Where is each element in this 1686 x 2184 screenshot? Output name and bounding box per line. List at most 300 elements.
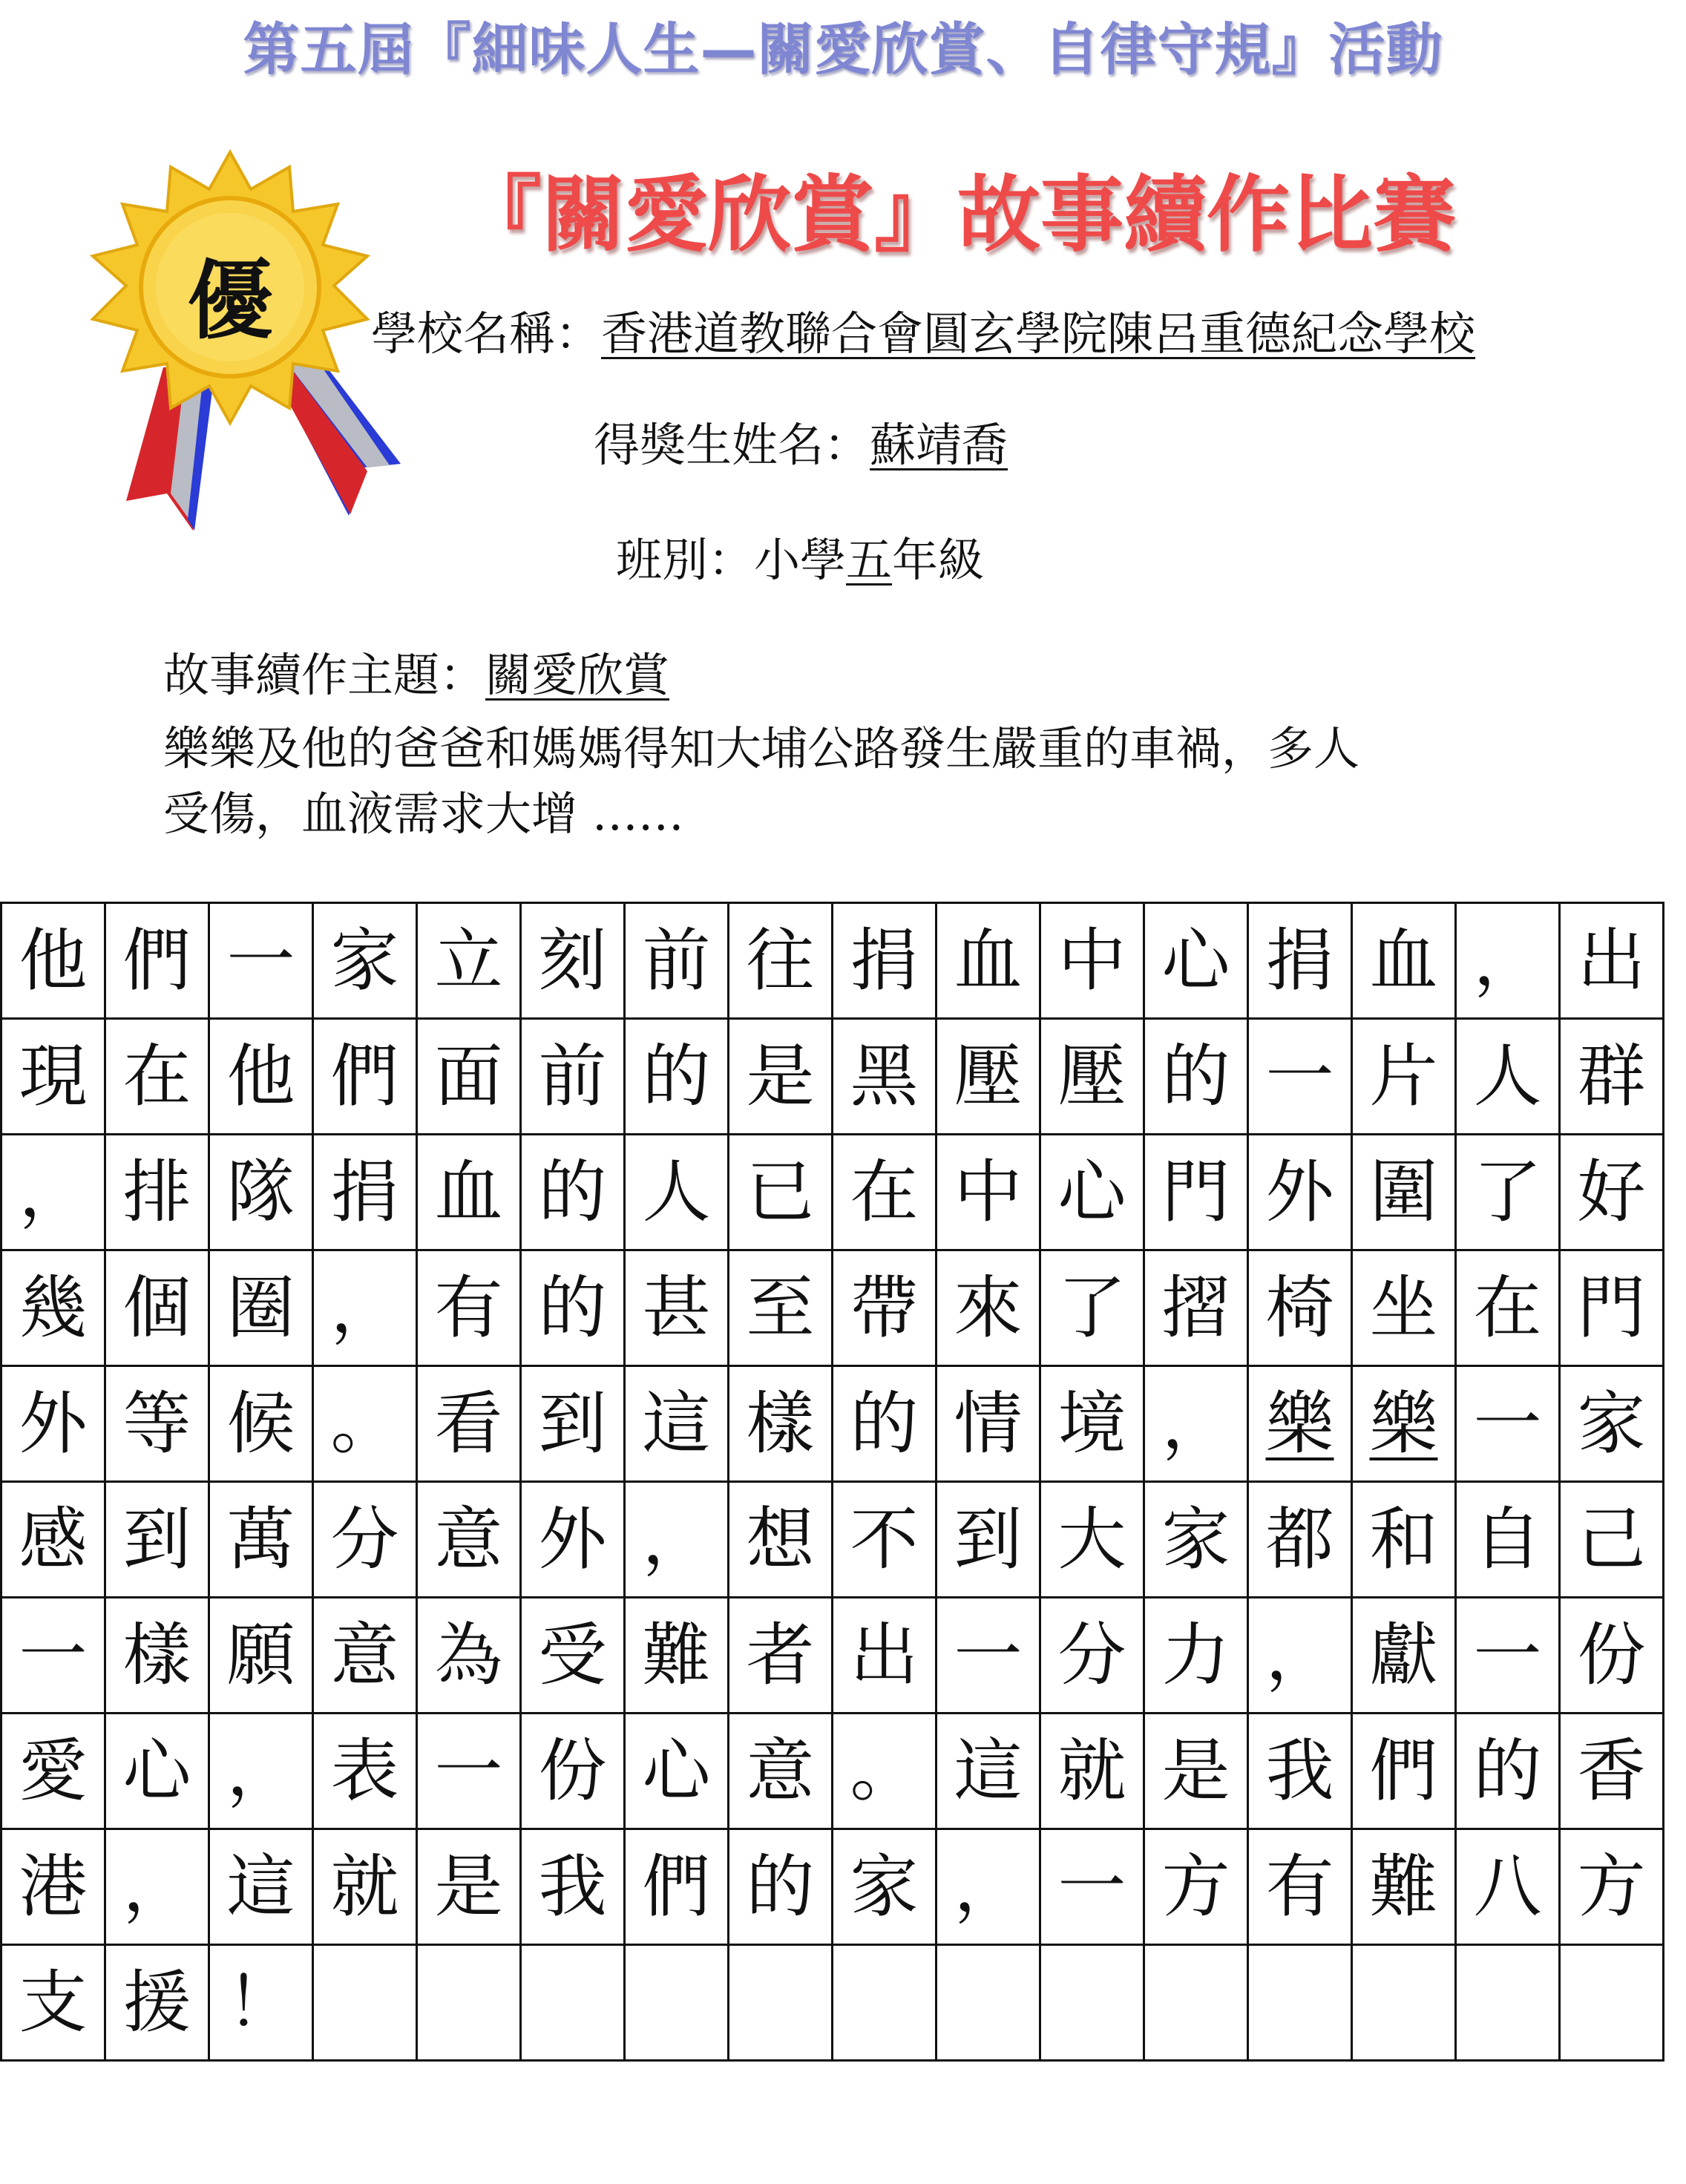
theme-value: 關愛欣賞 bbox=[485, 648, 670, 702]
grid-char: 捐 bbox=[330, 1152, 399, 1232]
school-line bbox=[371, 297, 1475, 363]
grid-cell bbox=[1, 1598, 105, 1714]
grid-cell bbox=[833, 1135, 937, 1250]
grid-cell bbox=[521, 903, 625, 1019]
student-label: 得獎生姓名： bbox=[594, 418, 870, 472]
grid-char: 圈 bbox=[226, 1268, 295, 1348]
grid-cell bbox=[105, 1598, 209, 1714]
grid-cell bbox=[209, 1482, 313, 1598]
grid-cell bbox=[1144, 1945, 1248, 2061]
grid-cell bbox=[1144, 903, 1248, 1019]
grid-char: 是 bbox=[434, 1846, 503, 1926]
grid-char: 幾 bbox=[19, 1268, 88, 1348]
grid-char: 份 bbox=[538, 1731, 607, 1811]
grid-cell bbox=[625, 1250, 729, 1366]
grid-char: 往 bbox=[746, 920, 815, 1000]
grid-cell bbox=[1248, 1019, 1352, 1135]
grid-cell bbox=[833, 903, 937, 1019]
grid-cell bbox=[1456, 1714, 1560, 1829]
grid-cell bbox=[1144, 1482, 1248, 1598]
grid-cell bbox=[417, 903, 521, 1019]
grid-cell bbox=[521, 1366, 625, 1482]
grid-cell bbox=[1, 1714, 105, 1829]
grid-cell bbox=[1456, 1598, 1560, 1714]
grid-cell bbox=[1040, 1598, 1144, 1714]
grid-char: 一 bbox=[954, 1615, 1023, 1695]
grid-cell bbox=[521, 1714, 625, 1829]
grid-char: 看 bbox=[434, 1383, 503, 1463]
grid-char: 帶 bbox=[850, 1268, 919, 1348]
grid-cell bbox=[521, 1482, 625, 1598]
grid-cell bbox=[1, 1250, 105, 1366]
grid-cell bbox=[1, 1135, 105, 1250]
grid-char: 血 bbox=[1369, 920, 1438, 1000]
grid-cell bbox=[313, 1135, 417, 1250]
grid-cell bbox=[417, 1366, 521, 1482]
grid-char: 他 bbox=[226, 1036, 295, 1116]
grid-char: 壓 bbox=[1057, 1036, 1126, 1116]
grid-row bbox=[1, 1482, 1664, 1598]
grid-cell bbox=[209, 903, 313, 1019]
grid-char: 家 bbox=[850, 1846, 919, 1926]
grid-char: 萬 bbox=[226, 1499, 295, 1579]
grid-cell bbox=[729, 1598, 833, 1714]
grid-cell bbox=[833, 1598, 937, 1714]
grid-char: 人 bbox=[1473, 1036, 1542, 1116]
grid-char: 者 bbox=[746, 1615, 815, 1695]
grid-cell bbox=[209, 1598, 313, 1714]
grid-char: 大 bbox=[1057, 1499, 1126, 1579]
grid-cell bbox=[313, 1482, 417, 1598]
grid-char: 一 bbox=[226, 920, 295, 1000]
grid-cell bbox=[1560, 1250, 1664, 1366]
grid-cell bbox=[1040, 1714, 1144, 1829]
grid-cell bbox=[1456, 1482, 1560, 1598]
grid-char: 在 bbox=[850, 1152, 919, 1232]
grid-char: 了 bbox=[1473, 1152, 1542, 1232]
grid-char: 這 bbox=[642, 1383, 711, 1463]
grid-cell bbox=[105, 1250, 209, 1366]
grid-char: 捐 bbox=[850, 920, 919, 1000]
grid-char: 們 bbox=[122, 920, 191, 1000]
grid-char: 方 bbox=[1577, 1846, 1646, 1926]
grid-char: 願 bbox=[226, 1615, 295, 1695]
grid-char: 候 bbox=[226, 1383, 295, 1463]
grid-char: 意 bbox=[434, 1499, 503, 1579]
grid-char: 家 bbox=[1577, 1383, 1646, 1463]
grid-char: 分 bbox=[330, 1499, 399, 1579]
grid-cell bbox=[417, 1135, 521, 1250]
grid-cell bbox=[1144, 1019, 1248, 1135]
grid-cell bbox=[625, 1135, 729, 1250]
grid-row bbox=[1, 1135, 1664, 1250]
grid-cell bbox=[1040, 903, 1144, 1019]
grid-cell bbox=[417, 1714, 521, 1829]
grid-char: 就 bbox=[1057, 1731, 1126, 1811]
grid-char: 都 bbox=[1265, 1499, 1334, 1579]
story-intro bbox=[163, 716, 1514, 847]
grid-cell bbox=[937, 1482, 1040, 1598]
grid-cell bbox=[1248, 903, 1352, 1019]
grid-char: 好 bbox=[1577, 1152, 1646, 1232]
grid-char: 難 bbox=[642, 1615, 711, 1695]
grid-char: 樣 bbox=[122, 1615, 191, 1695]
grid-cell bbox=[313, 1366, 417, 1482]
grid-char: 境 bbox=[1057, 1383, 1126, 1463]
grid-cell bbox=[521, 1829, 625, 1945]
grid-cell bbox=[1144, 1366, 1248, 1482]
grid-char: 摺 bbox=[1161, 1268, 1230, 1348]
grid-cell bbox=[937, 1250, 1040, 1366]
grid-char: 的 bbox=[642, 1036, 711, 1116]
grid-cell bbox=[937, 1366, 1040, 1482]
grid-cell bbox=[1456, 1019, 1560, 1135]
class-suffix: 年級 bbox=[892, 533, 985, 587]
grid-char: 受 bbox=[538, 1615, 607, 1695]
grid-cell bbox=[105, 1945, 209, 2061]
grid-char: 樂 bbox=[1265, 1383, 1334, 1463]
grid-cell bbox=[105, 1714, 209, 1829]
grid-cell bbox=[1040, 1829, 1144, 1945]
grid-cell bbox=[209, 1945, 313, 2061]
grid-cell bbox=[1352, 1945, 1456, 2061]
grid-char: 獻 bbox=[1369, 1615, 1438, 1695]
grid-char: 。 bbox=[330, 1383, 399, 1463]
grid-cell bbox=[105, 903, 209, 1019]
grid-cell bbox=[417, 1250, 521, 1366]
grid-char: 和 bbox=[1369, 1499, 1438, 1579]
grid-cell bbox=[1248, 1598, 1352, 1714]
grid-row bbox=[1, 1829, 1664, 1945]
grid-cell bbox=[1040, 1366, 1144, 1482]
grid-cell bbox=[937, 1945, 1040, 2061]
grid-char: 的 bbox=[746, 1846, 815, 1926]
grid-cell bbox=[1144, 1829, 1248, 1945]
grid-cell bbox=[729, 1135, 833, 1250]
grid-cell bbox=[625, 1598, 729, 1714]
grid-char: ， bbox=[954, 1846, 1023, 1926]
grid-cell bbox=[937, 1019, 1040, 1135]
grid-cell bbox=[1144, 1250, 1248, 1366]
grid-cell bbox=[417, 1598, 521, 1714]
grid-row bbox=[1, 1250, 1664, 1366]
grid-cell bbox=[521, 1019, 625, 1135]
grid-cell bbox=[833, 1250, 937, 1366]
grid-char: 方 bbox=[1161, 1846, 1230, 1926]
grid-cell bbox=[625, 903, 729, 1019]
grid-cell bbox=[521, 1598, 625, 1714]
grid-char: 想 bbox=[746, 1499, 815, 1579]
grid-cell bbox=[1040, 1019, 1144, 1135]
grid-char: 立 bbox=[434, 920, 503, 1000]
grid-char: 港 bbox=[19, 1846, 88, 1926]
intro-line-1: 樂樂及他的爸爸和媽媽得知大埔公路發生嚴重的車禍，多人 bbox=[163, 721, 1360, 775]
class-label: 班別： bbox=[616, 533, 755, 587]
grid-cell bbox=[625, 1945, 729, 2061]
grid-cell bbox=[1352, 1598, 1456, 1714]
grid-cell bbox=[625, 1714, 729, 1829]
grid-cell bbox=[937, 1829, 1040, 1945]
grid-char: 意 bbox=[330, 1615, 399, 1695]
grid-char: 群 bbox=[1577, 1036, 1646, 1116]
grid-cell bbox=[209, 1250, 313, 1366]
grid-cell bbox=[729, 1482, 833, 1598]
grid-cell bbox=[937, 1135, 1040, 1250]
grid-char: 中 bbox=[1057, 920, 1126, 1000]
theme-line bbox=[163, 638, 669, 704]
grid-cell bbox=[729, 903, 833, 1019]
grid-char: 一 bbox=[434, 1731, 503, 1811]
grid-char: 的 bbox=[850, 1383, 919, 1463]
grid-cell bbox=[1, 1829, 105, 1945]
grid-cell bbox=[937, 1598, 1040, 1714]
grid-cell bbox=[1456, 1829, 1560, 1945]
class-line bbox=[616, 523, 984, 589]
grid-cell bbox=[417, 1945, 521, 2061]
grid-char: 到 bbox=[538, 1383, 607, 1463]
grid-char: 心 bbox=[642, 1731, 711, 1811]
grid-cell bbox=[625, 1019, 729, 1135]
grid-cell bbox=[1560, 1482, 1664, 1598]
grid-char: 等 bbox=[122, 1383, 191, 1463]
grid-char: ！ bbox=[226, 1962, 295, 2042]
grid-cell bbox=[833, 1714, 937, 1829]
grid-cell bbox=[625, 1829, 729, 1945]
grid-char: 支 bbox=[19, 1962, 88, 2042]
theme-label: 故事續作主題： bbox=[163, 648, 486, 702]
grid-char: 為 bbox=[434, 1615, 503, 1695]
grid-cell bbox=[1352, 1019, 1456, 1135]
grid-char: 到 bbox=[954, 1499, 1023, 1579]
grid-char: 人 bbox=[642, 1152, 711, 1232]
grid-cell bbox=[1456, 1366, 1560, 1482]
grid-char: 出 bbox=[1577, 920, 1646, 1000]
grid-char: 心 bbox=[1161, 920, 1230, 1000]
grid-cell bbox=[1, 1019, 105, 1135]
grid-cell bbox=[1040, 1250, 1144, 1366]
grid-char: 門 bbox=[1577, 1268, 1646, 1348]
grid-char: 一 bbox=[1265, 1036, 1334, 1116]
grid-cell bbox=[729, 1366, 833, 1482]
grid-char: 的 bbox=[1161, 1036, 1230, 1116]
grid-char: 援 bbox=[122, 1962, 191, 2042]
grid-char: 片 bbox=[1369, 1036, 1438, 1116]
grid-char: 至 bbox=[746, 1268, 815, 1348]
grid-cell bbox=[729, 1714, 833, 1829]
grid-row bbox=[1, 1366, 1664, 1482]
grid-char: 家 bbox=[1161, 1499, 1230, 1579]
grid-cell bbox=[1248, 1366, 1352, 1482]
grid-char: 八 bbox=[1473, 1846, 1542, 1926]
grid-cell bbox=[209, 1366, 313, 1482]
grid-cell bbox=[1248, 1714, 1352, 1829]
grid-char: 外 bbox=[538, 1499, 607, 1579]
grid-char: 了 bbox=[1057, 1268, 1126, 1348]
grid-char: 甚 bbox=[642, 1268, 711, 1348]
grid-char: 在 bbox=[1473, 1268, 1542, 1348]
grid-row bbox=[1, 1019, 1664, 1135]
grid-char: 椅 bbox=[1265, 1268, 1334, 1348]
grid-cell bbox=[833, 1829, 937, 1945]
grid-char: 分 bbox=[1057, 1615, 1126, 1695]
grid-char: 前 bbox=[642, 920, 711, 1000]
grid-cell bbox=[1352, 903, 1456, 1019]
grid-char: 份 bbox=[1577, 1615, 1646, 1695]
grid-char: ， bbox=[1161, 1383, 1230, 1463]
grid-char: 表 bbox=[330, 1731, 399, 1811]
grid-char: ， bbox=[122, 1846, 191, 1926]
grid-cell bbox=[729, 1019, 833, 1135]
grid-cell bbox=[937, 1714, 1040, 1829]
grid-char: 外 bbox=[1265, 1152, 1334, 1232]
grid-cell bbox=[209, 1829, 313, 1945]
grid-cell bbox=[313, 1945, 417, 2061]
grid-cell bbox=[1560, 1945, 1664, 2061]
grid-char: 門 bbox=[1161, 1152, 1230, 1232]
grid-char: ， bbox=[226, 1731, 295, 1811]
grid-char: 已 bbox=[746, 1152, 815, 1232]
grid-char: ， bbox=[19, 1152, 88, 1232]
grid-cell bbox=[1144, 1598, 1248, 1714]
grid-cell bbox=[1248, 1945, 1352, 2061]
grid-cell bbox=[1352, 1135, 1456, 1250]
grid-char: ， bbox=[1265, 1615, 1334, 1695]
grid-cell bbox=[1456, 1135, 1560, 1250]
grid-char: 黑 bbox=[850, 1036, 919, 1116]
grid-char: 現 bbox=[19, 1036, 88, 1116]
grid-cell bbox=[1456, 1945, 1560, 2061]
grid-cell bbox=[625, 1366, 729, 1482]
grid-cell bbox=[833, 1019, 937, 1135]
grid-cell bbox=[1560, 1714, 1664, 1829]
grid-char: 意 bbox=[746, 1731, 815, 1811]
grid-char: 自 bbox=[1473, 1499, 1542, 1579]
grid-cell bbox=[313, 1250, 417, 1366]
grid-char: 香 bbox=[1577, 1731, 1646, 1811]
grid-cell bbox=[1352, 1829, 1456, 1945]
school-label: 學校名稱： bbox=[371, 306, 602, 361]
grid-cell bbox=[937, 903, 1040, 1019]
grid-char: 到 bbox=[122, 1499, 191, 1579]
grid-cell bbox=[209, 1714, 313, 1829]
grid-char: 們 bbox=[330, 1036, 399, 1116]
grid-cell bbox=[1560, 1366, 1664, 1482]
grid-char: 他 bbox=[19, 920, 88, 1000]
grid-char: 一 bbox=[19, 1615, 88, 1695]
grid-char: 我 bbox=[1265, 1731, 1334, 1811]
grid-cell bbox=[1352, 1366, 1456, 1482]
grid-char: 們 bbox=[642, 1846, 711, 1926]
grid-char: 一 bbox=[1473, 1615, 1542, 1695]
grid-cell bbox=[1248, 1250, 1352, 1366]
grid-cell bbox=[1040, 1135, 1144, 1250]
grid-cell bbox=[833, 1945, 937, 2061]
grid-cell bbox=[1248, 1482, 1352, 1598]
grid-cell bbox=[625, 1482, 729, 1598]
grid-char: 是 bbox=[1161, 1731, 1230, 1811]
grid-char: 坐 bbox=[1369, 1268, 1438, 1348]
grid-cell bbox=[1040, 1482, 1144, 1598]
grid-cell bbox=[417, 1019, 521, 1135]
grid-cell bbox=[1, 1482, 105, 1598]
grid-char: 們 bbox=[1369, 1731, 1438, 1811]
grid-char: 排 bbox=[122, 1152, 191, 1232]
grid-char: 樂 bbox=[1369, 1383, 1438, 1463]
grid-cell bbox=[1456, 903, 1560, 1019]
grid-cell bbox=[313, 1829, 417, 1945]
grid-cell bbox=[313, 1598, 417, 1714]
medal-character: 優 bbox=[187, 250, 273, 351]
grid-char: 圍 bbox=[1369, 1152, 1438, 1232]
grid-char: 的 bbox=[538, 1152, 607, 1232]
grid-cell bbox=[521, 1135, 625, 1250]
grid-char: 家 bbox=[330, 920, 399, 1000]
header-title: 第五屆『細味人生—關愛欣賞、自律守規』活動 bbox=[243, 16, 1443, 82]
grid-char: 愛 bbox=[19, 1731, 88, 1811]
grid-cell bbox=[105, 1135, 209, 1250]
grid-cell bbox=[521, 1945, 625, 2061]
class-prefix: 小學 bbox=[754, 533, 847, 587]
grid-row bbox=[1, 903, 1664, 1019]
grid-char: 這 bbox=[226, 1846, 295, 1926]
grid-cell bbox=[1, 1945, 105, 2061]
grid-cell bbox=[1040, 1945, 1144, 2061]
grid-cell bbox=[105, 1019, 209, 1135]
intro-line-2: 受傷，血液需求大增 …… bbox=[163, 787, 684, 841]
grid-cell bbox=[729, 1945, 833, 2061]
grid-cell bbox=[1352, 1482, 1456, 1598]
grid-row bbox=[1, 1598, 1664, 1714]
grid-cell bbox=[1248, 1829, 1352, 1945]
grid-char: 難 bbox=[1369, 1846, 1438, 1926]
grid-char: 情 bbox=[954, 1383, 1023, 1463]
grid-char: 我 bbox=[538, 1846, 607, 1926]
grid-char: 樣 bbox=[746, 1383, 815, 1463]
grid-char: 隊 bbox=[226, 1152, 295, 1232]
grid-char: 的 bbox=[1473, 1731, 1542, 1811]
grid-char: 血 bbox=[434, 1152, 503, 1232]
grid-cell bbox=[1144, 1714, 1248, 1829]
grid-cell bbox=[1456, 1250, 1560, 1366]
grid-cell bbox=[1560, 903, 1664, 1019]
grid-cell bbox=[521, 1250, 625, 1366]
grid-char: 的 bbox=[538, 1268, 607, 1348]
grid-cell bbox=[1560, 1598, 1664, 1714]
grid-cell bbox=[105, 1829, 209, 1945]
grid-cell bbox=[417, 1482, 521, 1598]
grid-char: 有 bbox=[434, 1268, 503, 1348]
grid-row bbox=[1, 1714, 1664, 1829]
grid-char: 面 bbox=[434, 1036, 503, 1116]
grid-cell bbox=[1144, 1135, 1248, 1250]
grid-cell bbox=[1, 903, 105, 1019]
grid-cell bbox=[833, 1366, 937, 1482]
grid-cell bbox=[1560, 1019, 1664, 1135]
grid-char: 中 bbox=[954, 1152, 1023, 1232]
grid-cell bbox=[313, 1019, 417, 1135]
grid-char: 己 bbox=[1577, 1499, 1646, 1579]
grid-cell bbox=[729, 1250, 833, 1366]
grid-char: 前 bbox=[538, 1036, 607, 1116]
grid-char: 一 bbox=[1057, 1846, 1126, 1926]
grid-char: 捐 bbox=[1265, 920, 1334, 1000]
grid-char: 外 bbox=[19, 1383, 88, 1463]
grid-cell bbox=[417, 1829, 521, 1945]
grid-cell bbox=[1352, 1714, 1456, 1829]
grid-cell bbox=[833, 1482, 937, 1598]
grid-char: 感 bbox=[19, 1499, 88, 1579]
school-name: 香港道教聯合會圓玄學院陳呂重德紀念學校 bbox=[601, 306, 1476, 361]
